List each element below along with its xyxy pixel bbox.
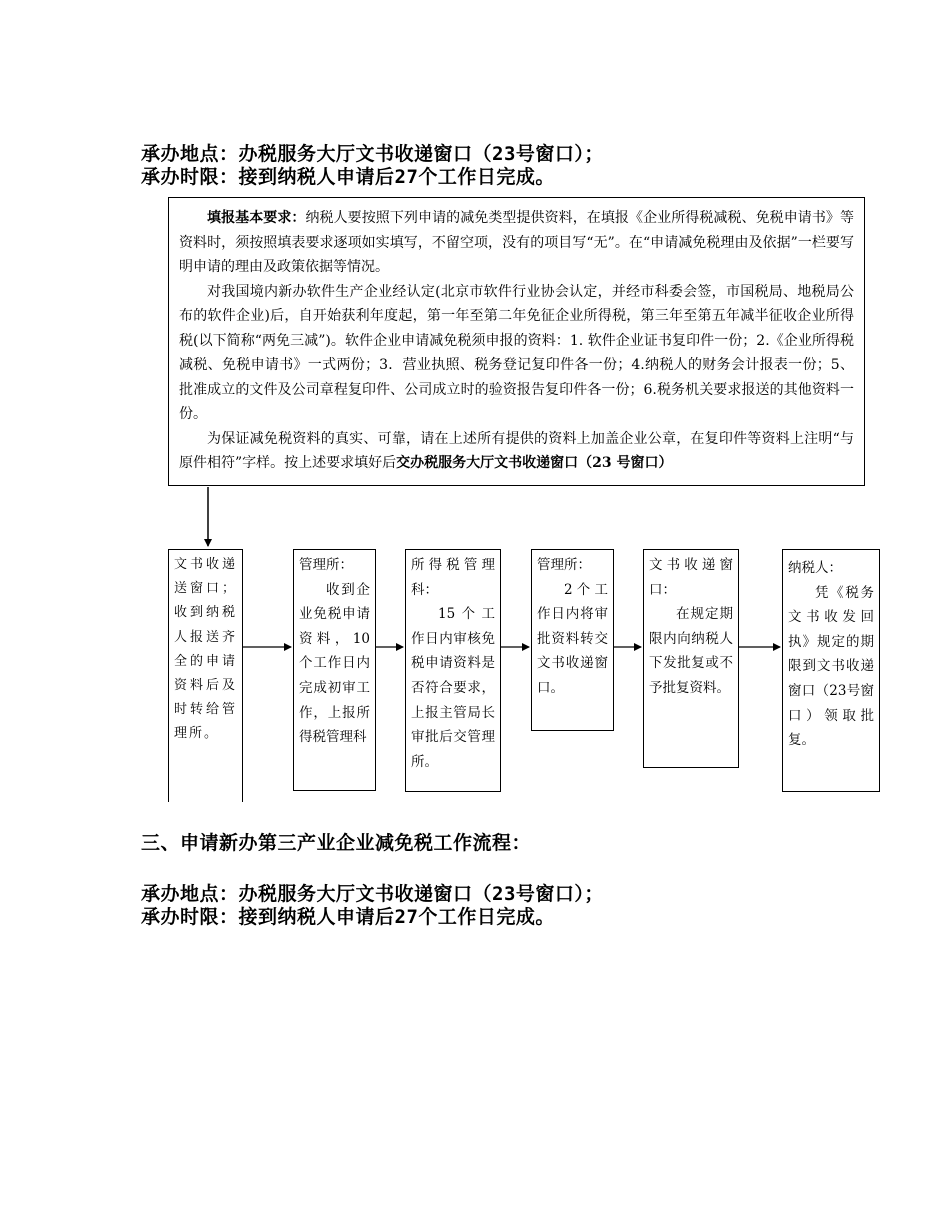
flow-node-text: 文书收递送窗口；收到纳税人报送齐全的申请资料后及时转给管理所。 xyxy=(174,557,237,742)
requirements-paragraph-2: 对我国境内新办软件生产企业经认定(北京市软件行业协会认定，并经市科委会签，市国税局、地税局公布的软件企业)后，自开始获利年度起，第一年至第二年免征企业所得税，第三年至第五年减半征收企业所得税(以下简称“两免三减”)。软件企业申请减免税须申报的资料：1. 软件企业证书复印件一份；2.《企业所得税减税、免税申请书》一式两份；3．营业执照、税务登记复印件各一份；4.纳税人的财务会计报表一份；5、批准成立的文件及公司章程复印件、公司成立时的验资报告复印件各一份；6.税务机关要求报送的其他资料一份。 xyxy=(179,283,854,422)
flow-node-text: 收到企业免税申请资料，10个工作日内完成初审工作，上报所得税管理科 xyxy=(299,581,370,746)
flow-node-title: 管理所： xyxy=(537,557,591,573)
location-line: 承办地点：办税服务大厅文书收递窗口（23号窗口）； xyxy=(141,143,604,165)
time-limit-line: 承办时限：接到纳税人申请后27个工作日完成。 xyxy=(141,166,555,188)
flow-node-text: 2个工作日内将审批资料转交文书收递窗口。 xyxy=(537,581,608,696)
flow-node-title: 管理所： xyxy=(299,557,353,573)
flow-node-management-office-2 xyxy=(531,549,614,731)
flow-node-receive-window xyxy=(168,549,243,802)
flow-node-text: 15个工作日内审核免税申请资料是否符合要求，上报主管局长审批后交管理所。 xyxy=(411,606,495,770)
flow-node-title: 文书收递窗口： xyxy=(649,557,733,598)
flow-node-title: 纳税人： xyxy=(788,560,842,576)
submit-window-text: 交办税服务大厅文书收递窗口（23 号窗口） xyxy=(396,455,673,471)
requirements-paragraph-3: 为保证减免税资料的真实、可靠，请在上述所有提供的资料上加盖企业公章，在复印件等资料上注明“与原件相符”字样。按上述要求填好后交办税服务大厅文书收递窗口（23 号窗口） xyxy=(179,430,854,471)
flow-node-document-window xyxy=(643,549,739,768)
section-3-title: 三、申请新办第三产业企业减免税工作流程： xyxy=(141,832,532,854)
flow-node-taxpayer xyxy=(782,549,880,792)
flow-node-text: 凭《税务文书收发回执》规定的期限到文书收递窗口（23号窗口）领取批复。 xyxy=(788,584,874,749)
flow-node-title: 所得税管理科： xyxy=(411,557,495,598)
requirements-label: 填报基本要求： xyxy=(207,210,306,226)
flow-node-management-office-1 xyxy=(293,549,376,791)
flow-node-income-tax-section xyxy=(405,549,501,792)
section-3-location-line: 承办地点：办税服务大厅文书收递窗口（23号窗口）； xyxy=(141,883,604,905)
section-3-time-limit-line: 承办时限：接到纳税人申请后27个工作日完成。 xyxy=(141,906,555,928)
flow-node-text: 在规定期限内向纳税人下发批复或不予批复资料。 xyxy=(649,606,733,696)
requirements-paragraph-1: 填报基本要求：纳税人要按照下列申请的减免类型提供资料，在填报《企业所得税减税、免税申请书》等资料时，须按照填表要求逐项如实填写，不留空项，没有的项目写“无”。在“申请减免税理由及依据”一栏要写明申请的理由及政策依据等情况。 xyxy=(179,210,854,275)
